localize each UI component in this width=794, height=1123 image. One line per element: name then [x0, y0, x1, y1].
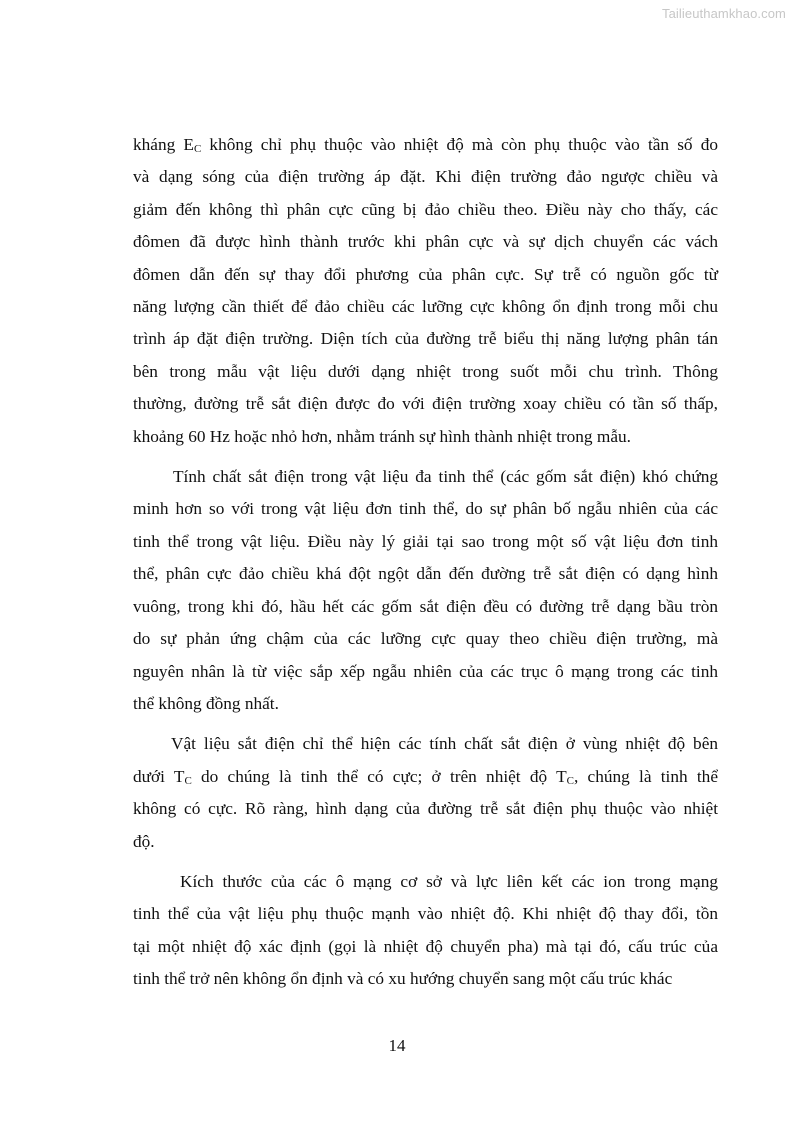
- text-line: vuông, trong khi đó, hầu hết các gốm sắt điện đều có đường trễ dạng bầu tròn: [133, 596, 718, 616]
- text-line: Vật liệu sắt điện chỉ thể hiện các tính chất sắt điện ở vùng nhiệt độ bên: [171, 734, 718, 754]
- paragraph-1: [133, 129, 718, 453]
- page-number: 14: [388, 1036, 406, 1055]
- text-line: bên trong mẫu vật liệu dưới dạng nhiệt trong suốt mỗi chu trình. Thông: [133, 361, 718, 381]
- text-line: và dạng sóng của điện trường áp đặt. Khi điện trường đảo ngược chiều và: [133, 167, 718, 187]
- text-line: minh hơn so với trong vật liệu đơn tinh thể, do sự phân bố ngẫu nhiên của các: [133, 499, 718, 519]
- text-line: nguyên nhân là từ việc sắp xếp ngẫu nhiên của các trục ô mạng trong các tinh: [133, 661, 718, 681]
- text-line: tinh thể của vật liệu phụ thuộc mạnh vào nhiệt độ. Khi nhiệt độ thay đổi, tồn: [133, 904, 718, 924]
- text-line: đômen dẫn đến sự thay đổi phương của phân cực. Sự trễ có nguồn gốc từ: [133, 264, 718, 284]
- text-line: tinh thể trong vật liệu. Điều này lý giải tại sao trong một số vật liệu đơn tinh: [133, 531, 718, 551]
- text-line: tại một nhiệt độ xác định (gọi là nhiệt độ chuyển pha) mà tại đó, cấu trúc của: [133, 936, 718, 956]
- paragraph-3: [133, 728, 718, 858]
- document-body: [133, 129, 718, 996]
- text-line: thể không đồng nhất.: [133, 693, 279, 713]
- watermark-text: Tailieuthamkhao.com: [661, 6, 786, 21]
- text-line: kháng $E_C$ không chỉ phụ thuộc vào nhiệt độ mà còn phụ thuộc vào tần số đo: [133, 135, 719, 155]
- paragraph-2: [133, 461, 718, 720]
- text-line: do sự phản ứng chậm của các lưỡng cực quay theo chiều điện trường, mà: [133, 629, 718, 649]
- text-line: Kích thước của các ô mạng cơ sở và lực liên kết các ion trong mạng: [180, 871, 718, 891]
- text-line: không có cực. Rõ ràng, hình dạng của đường trễ sắt điện phụ thuộc vào nhiệt: [133, 799, 718, 819]
- text-line: Tính chất sắt điện trong vật liệu đa tinh thể (các gốm sắt điện) khó chứng: [173, 467, 718, 487]
- text-line: giảm đến không thì phân cực cũng bị đảo chiều theo. Điều này cho thấy, các: [133, 199, 718, 219]
- text-line: đômen đã được hình thành trước khi phân cực và sự dịch chuyển các vách: [133, 232, 718, 252]
- paragraph-4: [133, 866, 718, 996]
- text-line: năng lượng cần thiết để đảo chiều các lưỡng cực không ổn định trong mỗi chu: [133, 297, 718, 317]
- text-line: thường, đường trễ sắt điện được đo với điện trường xoay chiều có tần số thấp,: [133, 394, 718, 414]
- text-line: thể, phân cực đảo chiều khá đột ngột dẫn đến đường trễ sắt điện có dạng hình: [133, 564, 718, 584]
- text-line: tinh thể trở nên không ổn định và có xu hướng chuyển sang một cấu trúc khác: [133, 969, 673, 989]
- text-line: khoảng 60 Hz hoặc nhỏ hơn, nhằm tránh sự hình thành nhiệt trong mẫu.: [133, 426, 631, 446]
- text-line: trình áp đặt điện trường. Diện tích của đường trễ biểu thị năng lượng phân tán: [133, 329, 718, 349]
- text-line: dưới $T_C$ do chúng là tinh thể có cực; ở trên nhiệt độ $T_C$, chúng là tinh thể: [133, 766, 718, 787]
- text-line: độ.: [133, 831, 155, 851]
